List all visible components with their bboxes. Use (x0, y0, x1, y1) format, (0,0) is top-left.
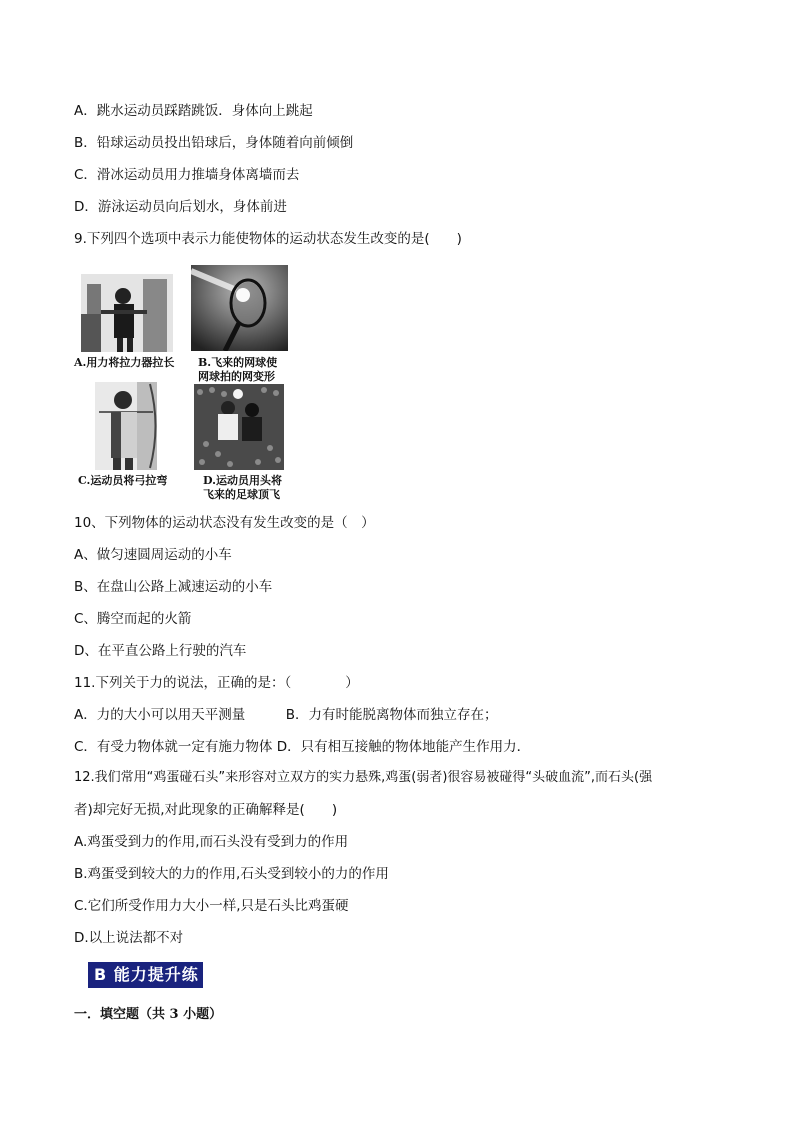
caption-b-line1: B.飞来的网球使 (198, 356, 278, 369)
caption-a: A.用力将拉力器拉长 (74, 356, 175, 369)
photo-b-tennis-racket (191, 265, 288, 351)
q9-figure (74, 262, 294, 502)
q12-stem-line2: 者)却完好无损,对此现象的正确解释是( ) (74, 802, 338, 818)
caption-c: C.运动员将弓拉弯 (78, 474, 168, 487)
q8-option-c: C．滑冰运动员用力推墙身体离墙而去 (74, 167, 300, 183)
caption-d-line2: 飞来的足球顶飞 (203, 488, 280, 501)
q11-stem: 11.下列关于力的说法，正确的是：（ ） (74, 675, 359, 691)
q12-stem-line1: 12.我们常用“鸡蛋碰石头”来形容对立双方的实力悬殊,鸡蛋(弱者)很容易被碰得“头破血流”,而石头(强 (74, 770, 653, 785)
q12-option-d: D.以上说法都不对 (74, 930, 184, 946)
q10-option-c: C、腾空而起的火箭 (74, 611, 192, 627)
caption-d-line1: D.运动员用头将 (203, 474, 282, 487)
photo-d-soccer-header (194, 384, 284, 470)
photo-a-stretcher (81, 274, 173, 352)
q11-options-cd: C．有受力物体就一定有施力物体 D．只有相互接触的物体地能产生作用力． (74, 739, 531, 755)
q10-option-d: D、在平直公路上行驶的汽车 (74, 643, 247, 659)
q9-stem: 9.下列四个选项中表示力能使物体的运动状态发生改变的是( ) (74, 231, 462, 247)
q10-stem: 10、下列物体的运动状态没有发生改变的是（ ） (74, 515, 375, 531)
q10-option-a: A、做匀速圆周运动的小车 (74, 547, 232, 563)
q12-option-a: A.鸡蛋受到力的作用,而石头没有受到力的作用 (74, 834, 349, 850)
q12-option-b: B.鸡蛋受到较大的力的作用,石头受到较小的力的作用 (74, 866, 389, 882)
q8-option-a: A．跳水运动员踩踏跳饭．身体向上跳起 (74, 103, 313, 119)
section-banner: B 能力提升练 (88, 962, 203, 988)
q8-option-b: B．铅球运动员投出铅球后，身体随着向前倾倒 (74, 135, 354, 151)
q10-option-b: B、在盘山公路上减速运动的小车 (74, 579, 273, 595)
photo-c-archer (95, 382, 157, 470)
q12-option-c: C.它们所受作用力大小一样,只是石头比鸡蛋硬 (74, 898, 349, 914)
q8-option-d: D．游泳运动员向后划水，身体前进 (74, 199, 287, 215)
q11-options-ab: A．力的大小可以用天平测量 B．力有时能脱离物体而独立存在； (74, 707, 498, 723)
section-title: 一．填空题（共 3 小题） (74, 1007, 223, 1022)
caption-b-line2: 网球拍的网变形 (198, 370, 275, 383)
